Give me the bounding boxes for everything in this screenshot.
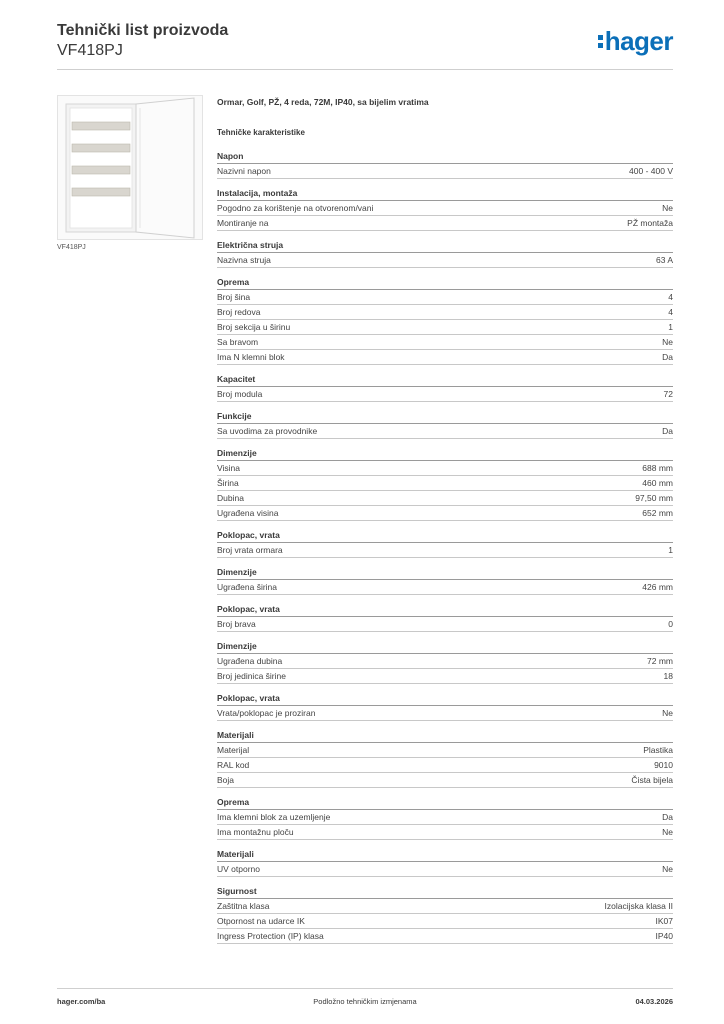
- spec-label: Ugrađena širina: [217, 582, 278, 592]
- spec-label: Dubina: [217, 493, 244, 503]
- spec-section: [217, 277, 673, 365]
- spec-label: Ingress Protection (IP) klasa: [217, 931, 324, 941]
- spec-section: [217, 641, 673, 684]
- spec-row: [217, 810, 673, 825]
- spec-label: Ugrađena dubina: [217, 656, 283, 666]
- spec-sections: [217, 151, 673, 944]
- spec-label: Broj sekcija u širinu: [217, 322, 291, 332]
- section-title: Poklopac, vrata: [217, 530, 673, 543]
- spec-section: [217, 411, 673, 439]
- spec-value: 72 mm: [647, 656, 673, 666]
- section-title: Dimenzije: [217, 448, 673, 461]
- spec-label: Ugrađena visina: [217, 508, 279, 518]
- spec-section: [217, 188, 673, 231]
- section-title: Poklopac, vrata: [217, 604, 673, 617]
- logo-mark-icon: [598, 35, 603, 48]
- spec-row: [217, 862, 673, 877]
- spec-label: Broj redova: [217, 307, 261, 317]
- section-title: Sigurnost: [217, 886, 673, 899]
- spec-value: 4: [668, 307, 673, 317]
- spec-row: [217, 773, 673, 788]
- spec-value: Da: [662, 352, 673, 362]
- spec-row: [217, 706, 673, 721]
- spec-value: Ne: [662, 827, 673, 837]
- spec-value: PŽ montaža: [627, 218, 673, 228]
- spec-value: 688 mm: [642, 463, 673, 473]
- section-title: Napon: [217, 151, 673, 164]
- spec-label: Zaštitna klasa: [217, 901, 270, 911]
- spec-label: Otpornost na udarce IK: [217, 916, 305, 926]
- section-title: Funkcije: [217, 411, 673, 424]
- spec-section: [217, 240, 673, 268]
- spec-value: 400 - 400 V: [629, 166, 673, 176]
- hager-logo: [598, 26, 673, 56]
- spec-label: Boja: [217, 775, 235, 785]
- spec-label: Širina: [217, 478, 239, 488]
- section-title: Materijali: [217, 849, 673, 862]
- spec-value: IK07: [655, 916, 673, 926]
- spec-section: [217, 730, 673, 788]
- spec-value: Čista bijela: [631, 775, 673, 785]
- section-title: Instalacija, montaža: [217, 188, 673, 201]
- spec-section: [217, 567, 673, 595]
- spec-section: [217, 693, 673, 721]
- spec-section: [217, 604, 673, 632]
- spec-label: Materijal: [217, 745, 250, 755]
- spec-row: [217, 424, 673, 439]
- spec-value: 63 A: [655, 255, 673, 265]
- section-title: Oprema: [217, 797, 673, 810]
- section-title: Dimenzije: [217, 567, 673, 580]
- spec-label: Sa bravom: [217, 337, 259, 347]
- section-title: Dimenzije: [217, 641, 673, 654]
- spec-value: Ne: [662, 337, 673, 347]
- spec-label: Montiranje na: [217, 218, 269, 228]
- spec-value: 1: [668, 545, 673, 555]
- spec-label: Ima klemni blok za uzemljenje: [217, 812, 331, 822]
- spec-row: [217, 914, 673, 929]
- spec-row: [217, 743, 673, 758]
- cabinet-illustration-icon: [58, 96, 202, 239]
- spec-label: Pogodno za korištenje na otvorenom/vani: [217, 203, 374, 213]
- spec-section: [217, 374, 673, 402]
- spec-value: 72: [663, 389, 673, 399]
- spec-value: Da: [662, 426, 673, 436]
- spec-value: Izolacijska klasa II: [604, 901, 673, 911]
- spec-row: [217, 253, 673, 268]
- spec-label: Nazivna struja: [217, 255, 271, 265]
- spec-section: [217, 886, 673, 944]
- logo-text: hager: [604, 26, 673, 56]
- spec-section: [217, 797, 673, 840]
- spec-label: Nazivni napon: [217, 166, 271, 176]
- spec-row: [217, 216, 673, 231]
- spec-section: [217, 448, 673, 521]
- spec-section: [217, 849, 673, 877]
- spec-value: 460 mm: [642, 478, 673, 488]
- spec-row: [217, 929, 673, 944]
- spec-row: [217, 461, 673, 476]
- spec-label: Ima N klemni blok: [217, 352, 285, 362]
- section-title: Materijali: [217, 730, 673, 743]
- document-footer: [57, 988, 673, 1012]
- spec-value: Ne: [662, 864, 673, 874]
- spec-label: Vrata/poklopac je proziran: [217, 708, 316, 718]
- spec-row: [217, 491, 673, 506]
- spec-row: [217, 476, 673, 491]
- spec-row: [217, 335, 673, 350]
- spec-section: [217, 151, 673, 179]
- section-title: Električna struja: [217, 240, 673, 253]
- spec-label: Ima montažnu ploču: [217, 827, 294, 837]
- spec-value: IP40: [655, 931, 673, 941]
- spec-label: UV otporno: [217, 864, 260, 874]
- spec-content: [217, 96, 673, 944]
- spec-value: Da: [662, 812, 673, 822]
- spec-label: Broj brava: [217, 619, 256, 629]
- spec-value: 4: [668, 292, 673, 302]
- spec-value: 652 mm: [642, 508, 673, 518]
- spec-label: Visina: [217, 463, 240, 473]
- section-title: Oprema: [217, 277, 673, 290]
- spec-label: Broj modula: [217, 389, 263, 399]
- spec-section: [217, 530, 673, 558]
- spec-label: Sa uvodima za provodnike: [217, 426, 318, 436]
- document-header: [57, 22, 673, 70]
- spec-row: [217, 758, 673, 773]
- spec-label: Broj jedinica širine: [217, 671, 286, 681]
- footer-website: hager.com/ba: [57, 997, 106, 1006]
- document-title: Tehnički list proizvoda: [57, 22, 229, 39]
- spec-value: 97,50 mm: [635, 493, 673, 503]
- spec-value: 18: [663, 671, 673, 681]
- distribution-cabinet-image: [57, 95, 203, 240]
- spec-row: [217, 201, 673, 216]
- spec-row: [217, 320, 673, 335]
- spec-row: [217, 543, 673, 558]
- spec-row: [217, 899, 673, 914]
- spec-value: 426 mm: [642, 582, 673, 592]
- spec-value: Ne: [662, 203, 673, 213]
- spec-row: [217, 305, 673, 320]
- spec-row: [217, 164, 673, 179]
- features-heading: Tehničke karakteristike: [217, 128, 305, 137]
- product-code: VF418PJ: [57, 42, 123, 59]
- product-description: Ormar, Golf, PŽ, 4 reda, 72M, IP40, sa bijelim vratima: [217, 97, 429, 107]
- spec-row: [217, 825, 673, 840]
- footer-date: 04.03.2026: [635, 997, 673, 1006]
- spec-value: Ne: [662, 708, 673, 718]
- spec-row: [217, 506, 673, 521]
- section-title: Kapacitet: [217, 374, 673, 387]
- spec-row: [217, 617, 673, 632]
- spec-label: Broj šina: [217, 292, 251, 302]
- spec-row: [217, 669, 673, 684]
- spec-row: [217, 290, 673, 305]
- section-title: Poklopac, vrata: [217, 693, 673, 706]
- spec-value: 1: [668, 322, 673, 332]
- spec-value: Plastika: [643, 745, 673, 755]
- spec-value: 0: [668, 619, 673, 629]
- spec-row: [217, 654, 673, 669]
- spec-label: RAL kod: [217, 760, 250, 770]
- spec-row: [217, 350, 673, 365]
- spec-row: [217, 387, 673, 402]
- image-caption: VF418PJ: [57, 244, 86, 251]
- footer-notice: Podložno tehničkim izmjenama: [313, 997, 417, 1006]
- spec-value: 9010: [654, 760, 673, 770]
- spec-row: [217, 580, 673, 595]
- spec-label: Broj vrata ormara: [217, 545, 283, 555]
